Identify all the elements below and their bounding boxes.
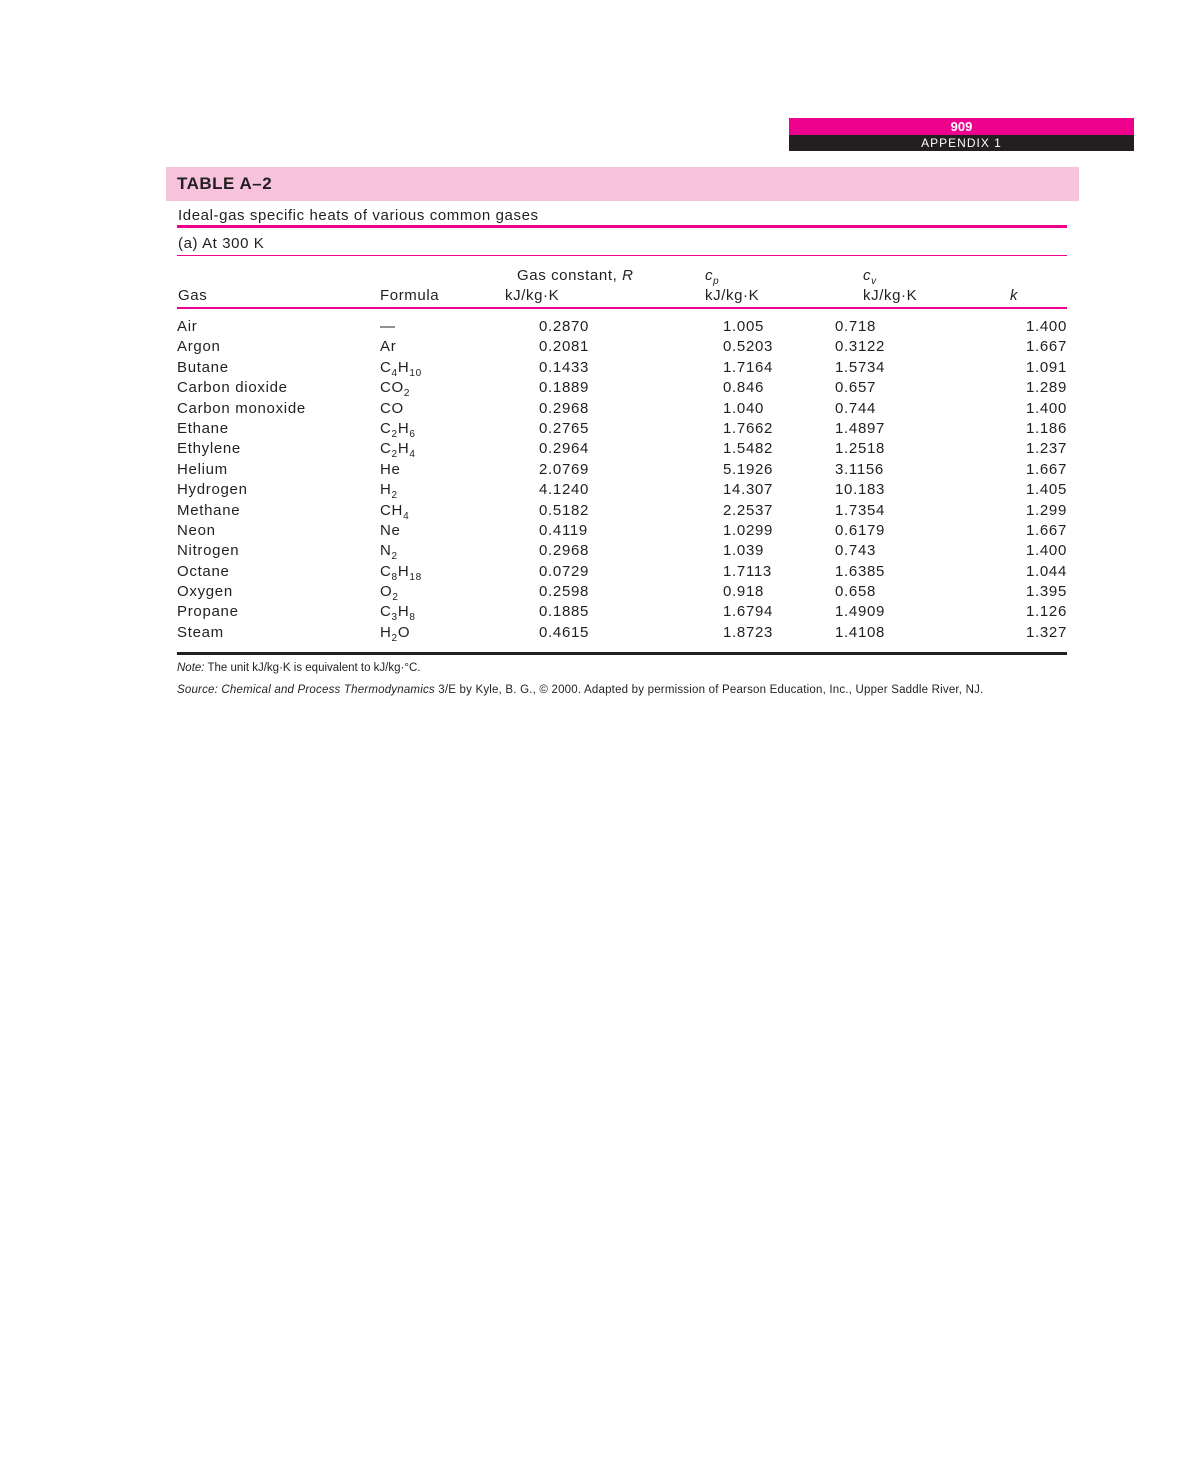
formula-cell (380, 317, 517, 337)
formula-element: C (380, 419, 392, 437)
formula-element: H (380, 623, 392, 641)
table-row (177, 399, 1067, 419)
table-row (177, 317, 1067, 337)
gas-constant-cell: 0.4615 (539, 623, 590, 641)
table-row (177, 541, 1067, 561)
table-source (177, 684, 983, 696)
gas-cell: Ethane (177, 419, 229, 437)
formula-element: CH (380, 501, 404, 519)
formula-element: C (380, 562, 392, 580)
gas-cell: Methane (177, 501, 241, 519)
col-header-cv-symbol: c (863, 267, 872, 284)
divider-bottom (177, 652, 1067, 655)
formula-cell (380, 439, 517, 459)
formula-element: C (380, 358, 392, 376)
formula-element: H (397, 358, 410, 376)
k-cell: 1.405 (1025, 481, 1067, 499)
cp-cell: 1.005 (723, 318, 765, 335)
divider-top (177, 225, 1067, 228)
k-cell: 1.667 (1025, 521, 1067, 539)
cv-cell: 1.6385 (835, 562, 886, 580)
col-header-k-symbol: k (1010, 287, 1019, 304)
formula-element: H (397, 562, 410, 580)
gas-constant-cell: 0.4119 (539, 521, 588, 539)
col-header-gas: Gas (178, 287, 208, 304)
cv-cell: 0.6179 (835, 521, 886, 539)
cv-cell: 1.2518 (835, 440, 886, 458)
cv-cell: 0.658 (835, 583, 877, 601)
k-cell: 1.395 (1025, 583, 1067, 601)
formula-element: C (380, 603, 392, 621)
formula-element: He (380, 460, 401, 478)
formula-element: H (397, 419, 410, 437)
formula-element: CO (380, 399, 404, 417)
formula-cell (380, 602, 517, 622)
table-row (177, 480, 1067, 500)
table-row (177, 562, 1067, 582)
formula-subscript: 8 (409, 612, 416, 624)
formula-element: H (397, 440, 410, 458)
note-label: Note: (177, 662, 205, 674)
gas-constant-cell: 0.2968 (539, 542, 590, 560)
table-row (177, 602, 1067, 622)
formula-element: CO (380, 379, 404, 397)
col-header-r-unit: kJ/kg·K (505, 287, 560, 304)
formula-cell (380, 623, 517, 643)
cp-cell: 14.307 (723, 481, 774, 499)
formula-subscript: 6 (409, 428, 416, 440)
gas-cell: Propane (177, 603, 239, 621)
gas-constant-cell: 0.2968 (539, 399, 590, 417)
cv-cell: 0.657 (835, 379, 877, 397)
formula-cell (380, 399, 517, 419)
table-row (177, 378, 1067, 398)
source-label: Source: Chemical and Process Thermodynamics (177, 684, 435, 696)
formula-subscript: 8 (391, 571, 398, 583)
cp-cell: 1.7164 (723, 358, 774, 376)
col-header-cp-sub: p (713, 276, 720, 287)
appendix-label: APPENDIX 1 (789, 135, 1134, 151)
page-header-tab (789, 118, 1134, 151)
gas-cell: Butane (177, 358, 229, 376)
k-cell: 1.400 (1025, 399, 1067, 417)
gas-cell: Carbon monoxide (177, 399, 306, 417)
formula-element: H (397, 603, 410, 621)
cv-cell: 1.4909 (835, 603, 886, 621)
formula-cell (380, 419, 517, 439)
table-subtitle: Ideal-gas specific heats of various common gases (178, 207, 539, 224)
k-cell: 1.400 (1025, 542, 1067, 560)
page-number: 909 (789, 118, 1134, 135)
k-cell: 1.289 (1025, 379, 1067, 397)
formula-cell (380, 460, 517, 480)
k-cell: 1.186 (1025, 419, 1067, 437)
note-text: The unit kJ/kg·K is equivalent to kJ/kg·°C. (204, 662, 421, 674)
cp-cell: 0.5203 (723, 338, 774, 356)
col-header-cv (863, 267, 877, 287)
k-cell: 1.667 (1025, 460, 1067, 478)
source-text: 3/E by Kyle, B. G., © 2000. Adapted by permission of Pearson Education, Inc., Upper Saddle River, NJ. (434, 684, 984, 696)
gas-cell: Steam (177, 623, 224, 641)
cv-cell: 0.744 (835, 399, 877, 417)
gas-constant-cell: 0.2765 (539, 419, 590, 437)
gas-constant-cell: 0.2870 (539, 318, 590, 335)
formula-subscript: 2 (403, 388, 411, 400)
cv-cell: 0.743 (835, 542, 877, 560)
formula-cell (380, 480, 517, 500)
table-condition: (a) At 300 K (178, 235, 265, 252)
col-header-cv-sub: v (871, 276, 877, 287)
formula-subscript: 2 (391, 551, 398, 563)
cp-cell: 1.8723 (723, 623, 774, 641)
k-cell: 1.299 (1025, 501, 1067, 519)
formula-subscript: 2 (392, 592, 399, 604)
gas-constant-cell: 0.0729 (539, 562, 590, 580)
col-header-r (517, 267, 634, 284)
cp-cell: 5.1926 (723, 460, 774, 478)
formula-cell (380, 521, 517, 541)
gas-constant-cell: 0.1889 (539, 379, 590, 397)
gas-cell: Oxygen (177, 583, 233, 601)
table-row (177, 460, 1067, 480)
gas-cell: Neon (177, 521, 216, 539)
cp-cell: 0.918 (723, 583, 765, 601)
formula-cell (380, 337, 517, 357)
cp-cell: 1.040 (723, 399, 765, 417)
formula-cell (380, 562, 517, 582)
gas-constant-cell: 0.2598 (539, 583, 590, 601)
table-title: TABLE A–2 (177, 174, 273, 193)
formula-cell (380, 378, 517, 398)
gas-cell: Ethylene (177, 440, 241, 458)
gas-cell: Hydrogen (177, 481, 248, 499)
cp-cell: 2.2537 (723, 501, 774, 519)
cp-cell: 1.039 (723, 542, 765, 560)
formula-subscript: 2 (391, 428, 398, 440)
k-cell: 1.327 (1025, 623, 1067, 641)
formula-subscript: 3 (391, 612, 398, 624)
col-header-cp-symbol: c (705, 267, 714, 284)
col-header-r-label: Gas constant, (517, 267, 623, 284)
gas-constant-cell: 0.1885 (539, 603, 590, 621)
col-header-formula: Formula (380, 287, 440, 304)
cp-cell: 1.5482 (723, 440, 774, 458)
k-cell: 1.667 (1025, 338, 1067, 356)
cv-cell: 3.1156 (835, 460, 884, 478)
formula-subscript: 2 (391, 632, 398, 644)
formula-element: C (380, 440, 392, 458)
formula-element: Ar (380, 338, 397, 356)
table-row (177, 501, 1067, 521)
cv-cell: 1.5734 (835, 358, 886, 376)
divider-condition (177, 255, 1067, 256)
formula-subscript: 18 (409, 571, 422, 583)
cp-cell: 1.7113 (723, 562, 772, 580)
cv-cell: 1.4108 (835, 623, 886, 641)
gas-constant-cell: 0.5182 (539, 501, 590, 519)
table-note (177, 662, 420, 674)
k-cell: 1.237 (1025, 440, 1067, 458)
cv-cell: 1.4897 (835, 419, 886, 437)
formula-element: N (380, 542, 392, 560)
formula-subscript: 4 (391, 367, 398, 379)
cv-cell: 1.7354 (835, 501, 886, 519)
cv-cell: 10.183 (835, 481, 886, 499)
cp-cell: 1.7662 (723, 419, 774, 437)
gas-constant-cell: 0.2964 (539, 440, 590, 458)
gas-cell: Argon (177, 338, 221, 356)
cp-cell: 1.6794 (723, 603, 774, 621)
table-body (177, 317, 1067, 643)
formula-element: H (380, 481, 392, 499)
table-row (177, 358, 1067, 378)
formula-cell (380, 541, 517, 561)
formula-subscript: 4 (409, 449, 416, 461)
formula-subscript: 4 (403, 510, 410, 522)
formula-subscript: 10 (409, 367, 422, 379)
k-cell: 1.044 (1025, 562, 1067, 580)
gas-constant-cell: 4.1240 (539, 481, 590, 499)
cp-cell: 0.846 (723, 379, 765, 397)
formula-cell (380, 501, 517, 521)
gas-cell: Octane (177, 562, 230, 580)
table-row (177, 521, 1067, 541)
table-row (177, 582, 1067, 602)
cv-cell: 0.3122 (835, 338, 886, 356)
gas-properties-table (177, 317, 1067, 643)
col-header-r-symbol: R (622, 267, 634, 284)
divider-header (177, 307, 1067, 309)
gas-constant-cell: 0.2081 (539, 338, 590, 356)
table-row (177, 623, 1067, 643)
formula-subscript: 2 (391, 490, 398, 502)
formula-element: O (397, 623, 411, 641)
gas-constant-cell: 0.1433 (539, 358, 590, 376)
cv-cell: 0.718 (835, 318, 877, 335)
gas-cell: Helium (177, 460, 228, 478)
gas-cell: Carbon dioxide (177, 379, 288, 397)
gas-constant-cell: 2.0769 (539, 460, 590, 478)
cp-cell: 1.0299 (723, 521, 774, 539)
formula-element: O (380, 583, 393, 601)
gas-cell: Air (177, 318, 198, 335)
gas-cell: Nitrogen (177, 542, 240, 560)
formula-element: Ne (380, 521, 401, 539)
k-cell: 1.400 (1025, 318, 1067, 335)
k-cell: 1.126 (1025, 603, 1067, 621)
formula-element: — (380, 318, 396, 335)
col-header-k (1010, 287, 1018, 304)
formula-subscript: 2 (391, 449, 398, 461)
table-row (177, 419, 1067, 439)
formula-cell (380, 582, 517, 602)
col-header-cp (705, 267, 720, 287)
table-row (177, 337, 1067, 357)
col-header-cv-unit: kJ/kg·K (863, 287, 918, 304)
table-title-band (166, 167, 1079, 201)
formula-cell (380, 358, 517, 378)
table-row (177, 439, 1067, 459)
k-cell: 1.091 (1025, 358, 1067, 376)
col-header-cp-unit: kJ/kg·K (705, 287, 760, 304)
